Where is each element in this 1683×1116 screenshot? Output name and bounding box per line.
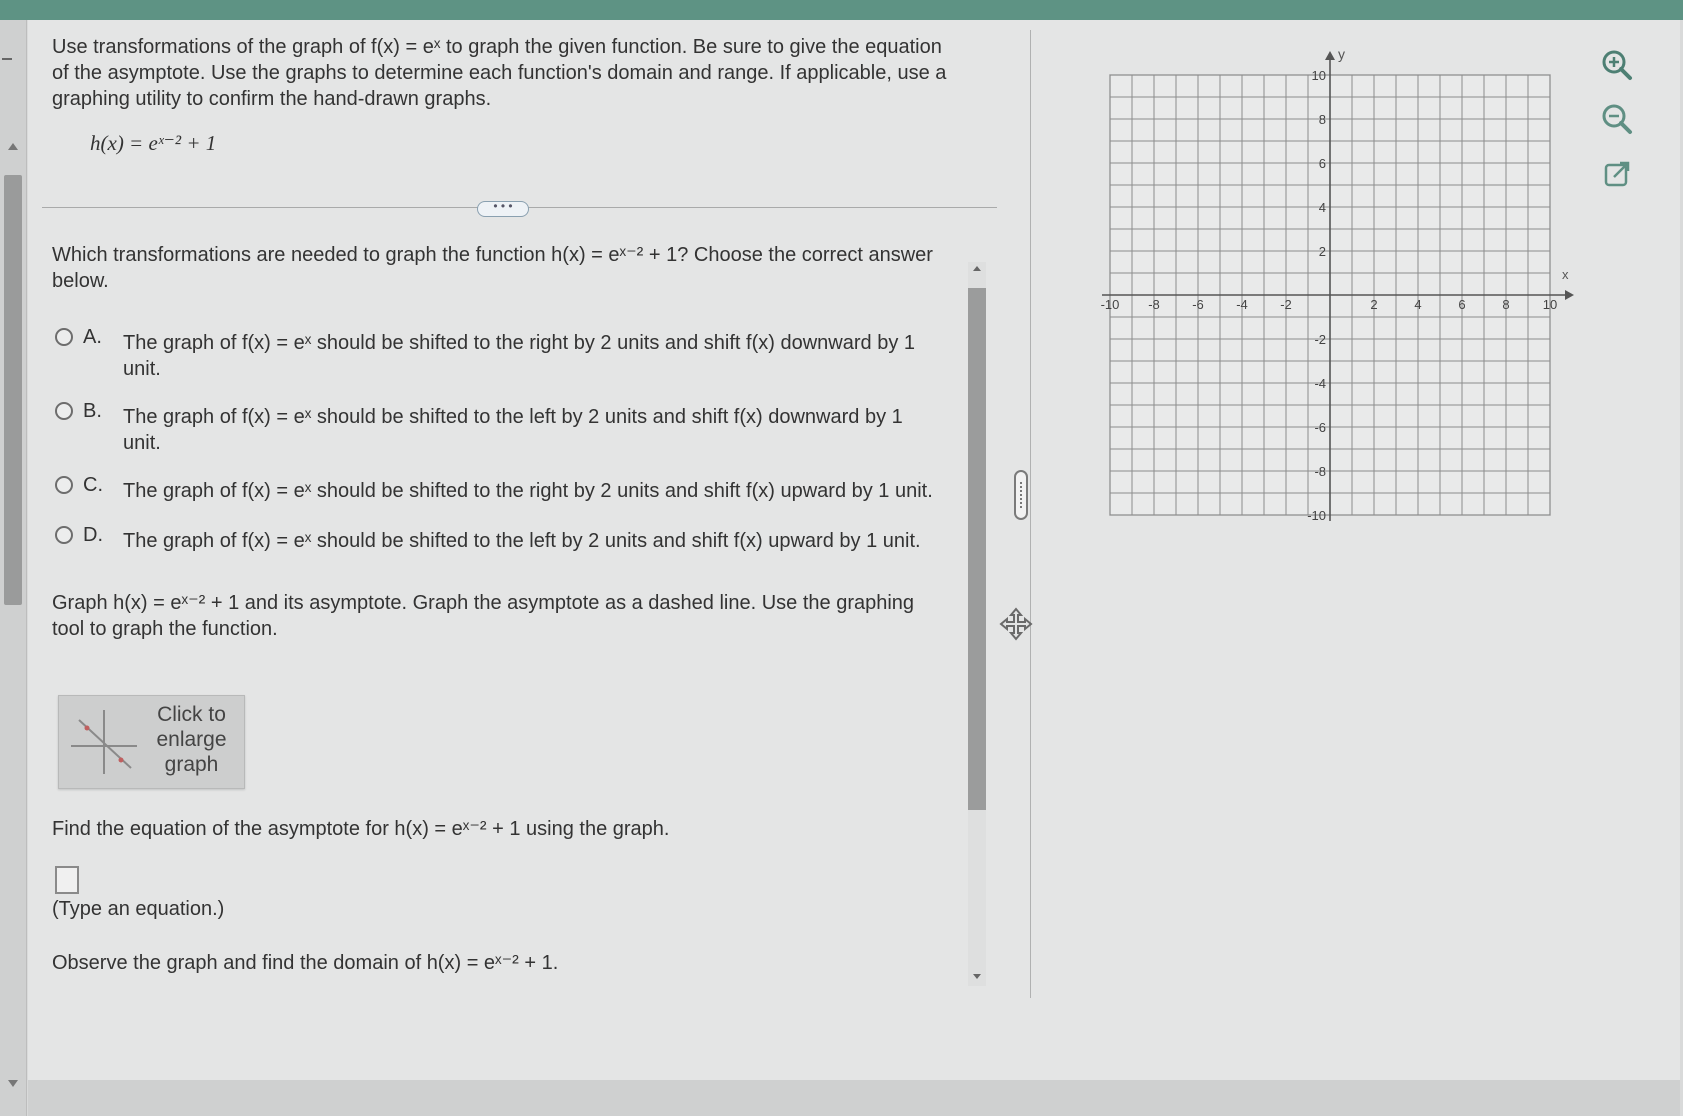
radio-a[interactable] xyxy=(55,328,73,346)
answer-hint: (Type an equation.) xyxy=(52,898,225,920)
option-letter: C. xyxy=(83,474,103,496)
y-tick-label: -6 xyxy=(1314,420,1326,435)
radio-b[interactable] xyxy=(55,402,73,420)
external-link-icon[interactable] xyxy=(1598,155,1636,193)
x-axis-arrow-icon xyxy=(1565,290,1574,300)
option-letter: D. xyxy=(83,524,103,546)
x-tick-label: 4 xyxy=(1414,297,1422,312)
x-tick-label: -6 xyxy=(1192,297,1204,312)
scroll-up-arrow-icon[interactable] xyxy=(973,266,981,271)
scroll-down-arrow-icon[interactable] xyxy=(973,974,981,979)
left-scroll-thumb[interactable] xyxy=(4,175,22,605)
coordinate-graph[interactable] xyxy=(1090,40,1600,540)
x-tick-label: 6 xyxy=(1458,297,1466,312)
question4-prompt: Observe the graph and find the domain of h(x) = eˣ⁻² + 1. xyxy=(52,952,559,974)
y-tick-label: -2 xyxy=(1314,332,1326,347)
question1-prompt: Which transformations are needed to graph the function h(x) = eˣ⁻² + 1? Choose the correct answer below. xyxy=(52,244,933,292)
y-tick-label: 6 xyxy=(1318,156,1326,171)
zoom-out-icon[interactable] xyxy=(1598,100,1636,138)
panel-splitter xyxy=(1030,30,1031,998)
x-tick-label: 8 xyxy=(1502,297,1510,312)
mini-graph-icon xyxy=(69,706,139,778)
y-tick-label: -4 xyxy=(1314,376,1326,391)
y-tick-label: 8 xyxy=(1318,112,1326,127)
collapse-handle[interactable] xyxy=(2,58,12,60)
y-tick-label: 2 xyxy=(1318,244,1326,259)
asymptote-answer-input[interactable] xyxy=(55,866,79,894)
question-scroll-thumb[interactable] xyxy=(968,288,986,810)
left-scrollbar[interactable] xyxy=(0,20,27,1116)
option-letter: A. xyxy=(83,326,102,348)
x-tick-label: -2 xyxy=(1280,297,1292,312)
y-tick-label: -8 xyxy=(1314,464,1326,479)
move-icon[interactable] xyxy=(998,606,1034,642)
radio-d[interactable] xyxy=(55,526,73,544)
question3-prompt: Find the equation of the asymptote for h(x) = eˣ⁻² + 1 using the graph. xyxy=(52,818,670,840)
problem-intro: Use transformations of the graph of f(x) = eˣ to graph the given function. Be sure to give the equation of the asymptote. Use the graphs to determine each function's domain and range. If applicable, use a graphing utility to confirm the hand-drawn graphs. xyxy=(52,36,947,110)
x-axis-label: x xyxy=(1562,267,1569,282)
x-tick-label: 2 xyxy=(1370,297,1378,312)
enlarge-graph-label: Click to enlarge graph xyxy=(156,703,227,776)
x-tick-label: 10 xyxy=(1542,297,1558,312)
radio-c[interactable] xyxy=(55,476,73,494)
zoom-in-icon[interactable] xyxy=(1598,46,1636,84)
problem-function: h(x) = eˣ⁻² + 1 xyxy=(90,131,217,155)
question2-prompt: Graph h(x) = eˣ⁻² + 1 and its asymptote. Graph the asymptote as a dashed line. Use the graphing tool to graph the function. xyxy=(52,592,915,640)
x-tick-label: -8 xyxy=(1148,297,1160,312)
bottom-bar xyxy=(28,1080,1680,1116)
y-tick-label: 4 xyxy=(1318,200,1326,215)
option-text: The graph of f(x) = eˣ should be shifted to the right by 2 units and shift f(x) upward by 1 unit. xyxy=(123,480,933,502)
y-axis-arrow-icon xyxy=(1325,51,1335,60)
splitter-handle[interactable] xyxy=(1014,470,1028,520)
y-tick-label: 10 xyxy=(1311,68,1326,83)
y-axis-label: y xyxy=(1338,46,1345,62)
option-text: The graph of f(x) = eˣ should be shifted to the right by 2 units and shift f(x) downward by 1 unit. xyxy=(123,332,915,380)
scroll-down-arrow-icon[interactable] xyxy=(8,1080,18,1087)
option-text: The graph of f(x) = eˣ should be shifted to the left by 2 units and shift f(x) downward by 1 unit. xyxy=(123,406,903,454)
x-tick-label: -10 xyxy=(1100,297,1120,312)
enlarge-graph-button[interactable] xyxy=(58,695,245,789)
x-tick-label: -4 xyxy=(1236,297,1248,312)
more-button[interactable]: • • • xyxy=(477,201,529,217)
option-letter: B. xyxy=(83,400,102,422)
option-text: The graph of f(x) = eˣ should be shifted to the left by 2 units and shift f(x) upward by 1 unit. xyxy=(123,530,921,552)
y-tick-label: -10 xyxy=(1307,508,1326,523)
top-header-bar xyxy=(0,0,1683,20)
scroll-up-arrow-icon[interactable] xyxy=(8,143,18,150)
